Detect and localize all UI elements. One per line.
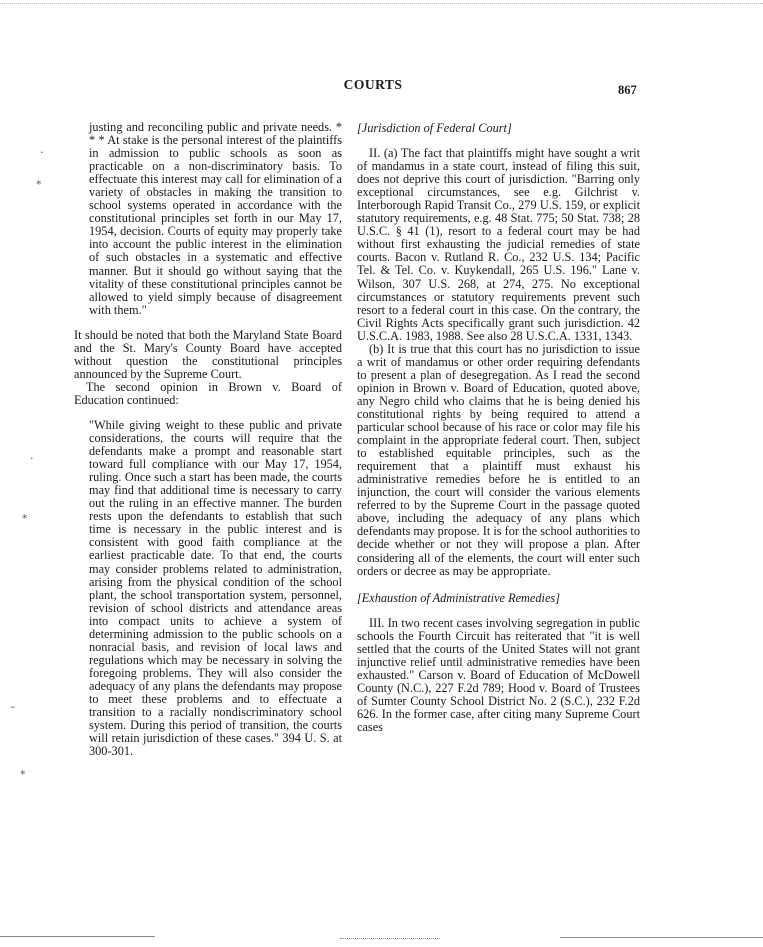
scan-mark: – [10,700,16,713]
block-quote-continued: justing and reconciling public and private needs. * * * At stake is the personal interest of the plaintiffs in admission to public schools as soon as practicable on a non-discriminatory basis. To effectuate this interest may call for elimination of a variety of obstacles in making the transition to school systems operated in accordance with the constitutional principles set forth in our May 17, 1954, decision. Courts of equity may properly take into account the public interest in the elimination of such obstacles in a systematic and effective manner. But it should go without saying that the vitality of these constitutional principles cannot be allowed to yield simply because of disagreement with them." [89,120,342,317]
right-column [357,122,640,734]
body-paragraph: III. In two recent cases involving segregation in public schools the Fourth Circuit has reiterated that "it is well settled that the courts of the United States will not grant injunctive relief until administrative remedies have been exhausted." Carson v. Board of Education of McDowell County (N.C.), 227 F.2d 789; Hood v. Board of Trustees of Sumter County School District No. 2 (S.C.), 232 F.2d 626. In the former case, after citing many Supreme Court cases [357,615,640,735]
body-paragraph: (b) It is true that this court has no jurisdiction to issue a writ of mandamus or other order requiring defendants to present a plan of desegregation. As I read the second opinion in Brown v. Board of Education, quoted above, any Negro child who claims that he is being denied his constitutional rights by being required to attend a particular school because of his race or color may file his complaint in the appropriate federal court. Then, subject to established equitable principles, such as the requirement that a plaintiff must exhaust his administrative remedies before he is entitled to an injunction, the court will consider the various elements referred to by the Supreme Court in the passage quoted above, including the adequacy of any plans which defendants may propose. It is for the school authorities to decide whether or not they will propose a plan. After considering all of the elements, the court will enter such orders or decree as may be appropriate. [357,341,640,578]
body-paragraph: II. (a) The fact that plaintiffs might have sought a writ of mandamus in a state court, instead of filing this suit, does not deprive this court of jurisdiction. "Barring only exceptional circumstances, see e.g. Gilchrist v. Interborough Rapid Transit Co., 279 U.S. 159, or explicit statutory requirements, e.g. 48 Stat. 775; 50 Stat. 738; 28 U.S.C. § 41 (1), resort to a federal court may be had without first exhausting the judicial remedies of state courts. Bacon v. Rutland R. Co., 232 U.S. 134; Pacific Tel. & Tel. Co. v. Kuykendall, 265 U.S. 196." Lane v. Wilson, 307 U.S. 268, at 274, 275. No exceptional circumstances or statutory requirements prevent such resort to a federal court in this case. On the contrary, the Civil Rights Acts specifically grant such jurisdiction. 42 U.S.C.A. 1983, 1988. See also 28 U.S.C.A. 1331, 1343. [357,146,640,343]
section-heading-jurisdiction: [Jurisdiction of Federal Court] [357,121,512,135]
block-quote-brown: "While giving weight to these public and private considerations, the courts will require that the defendants make a prompt and reasonable start toward full compliance with our May 17, 1954, ruling. Once such a start has been made, the courts may find that additional time is necessary to carry out the ruling in an effective manner. The burden rests upon the defendants to establish that such time is necessary in the public interest and is consistent with good faith compliance at the earliest practicable date. To that end, the courts may consider problems related to administration, arising from the physical condition of the school plant, the school transportation system, personnel, revision of school districts and attendance areas into compact units to achieve a system of determining admission to the public schools on a nonracial basis, and revision of local laws and regulations which may be necessary in solving the foregoing problems. They will also consider the adequacy of any plans the defendants may propose to meet these problems and to effectuate a transition to a racially nondiscriminatory school system. During this period of transition, the courts will retain jurisdiction of these cases." 394 U. S. at 300-301. [89,417,342,759]
section-heading-exhaustion: [Exhaustion of Administrative Remedies] [357,590,560,605]
scan-mark: * [36,178,42,191]
scan-artifact-line [340,938,440,939]
scan-artifact-line [560,937,763,938]
scan-artifact-line [0,936,155,937]
scan-mark: * [22,512,28,525]
body-paragraph: The second opinion in Brown v. Board of Education continued: [74,379,342,407]
running-head: COURTS [343,77,403,92]
scan-mark: · [40,146,44,159]
left-column [74,121,342,758]
scan-top-border [0,3,763,4]
page-number: 867 [618,83,637,97]
scan-mark: · [30,452,34,465]
body-paragraph: It should be noted that both the Maryland State Board and the St. Mary's County Board have accepted without question the constitutional principles announced by the Supreme Court. [74,327,342,381]
scan-mark: * [20,768,26,781]
